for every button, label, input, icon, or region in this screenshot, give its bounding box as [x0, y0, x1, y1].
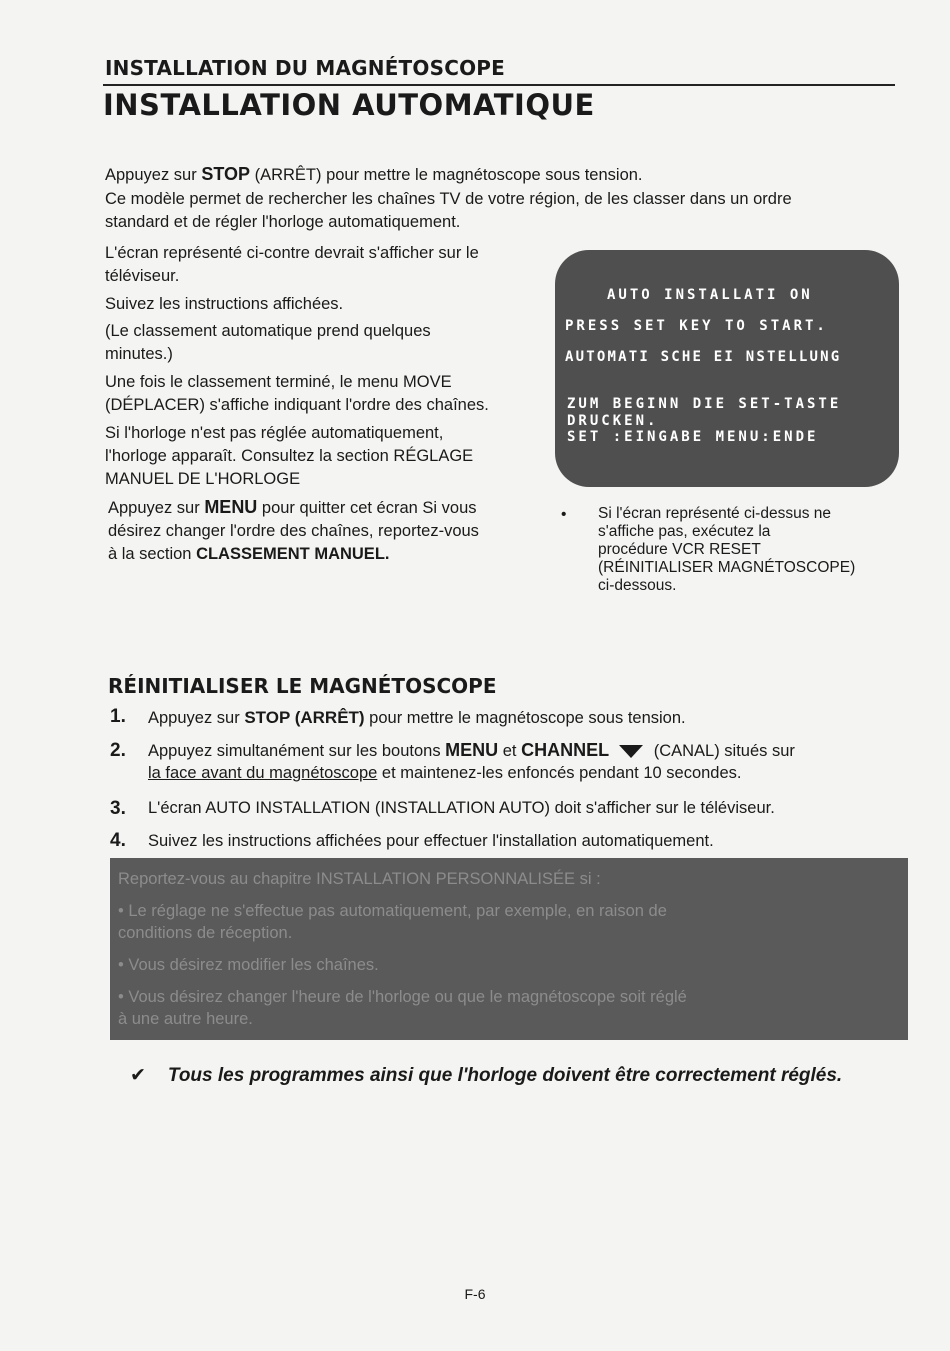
intro-paragraph-1 [105, 163, 643, 187]
intro-p8-line-3a: à la section [108, 545, 197, 563]
footer-note [130, 1064, 842, 1087]
intro-p5-line-2: minutes.) [105, 345, 173, 363]
intro-p2-line-1: Ce modèle permet de rechercher les chaînes TV de votre région, de les classer dans un ordre [105, 190, 792, 208]
step-1-stop: STOP (ARRÊT) [244, 708, 365, 727]
step-text: Suivez les instructions affichées pour effectuer l'installation automatiquement. [148, 832, 714, 850]
intro-paragraph-8 [108, 496, 479, 566]
step-2-channel: CHANNEL [521, 740, 610, 760]
footer-text: Tous les programmes ainsi que l'horloge doivent être correctement réglés. [167, 1065, 843, 1086]
intro-p1-text-c: (ARRÊT) pour mettre le magnétoscope sous tension. [250, 166, 643, 184]
step-number: 1. [110, 706, 126, 727]
intro-paragraph-5 [105, 320, 431, 366]
step-2-text-l2b: et maintenez-les enfoncés pendant 10 secondes. [377, 764, 742, 782]
step-2-text-a: Appuyez simultanément sur les boutons [148, 742, 446, 760]
dark-box-line-6: à une autre heure. [118, 1010, 253, 1028]
intro-p1-stop: STOP [201, 164, 250, 184]
dark-box-line-2: • Le réglage ne s'effectue pas automatiquement, par exemple, en raison de [118, 902, 667, 920]
step-text [148, 739, 908, 784]
note-bullet: • [561, 506, 567, 523]
header-rule [103, 84, 895, 86]
note-line-1: Si l'écran représenté ci-dessus ne [598, 505, 831, 522]
intro-p5-line-1: (Le classement automatique prend quelques [105, 322, 431, 340]
intro-p3-line-1: L'écran représenté ci-contre devrait s'afficher sur le [105, 244, 479, 262]
step-text [148, 707, 686, 729]
intro-p7-line-3: MANUEL DE L'HORLOGE [105, 470, 301, 488]
tv-line-3: AUTOMATI SCHE EI NSTELLUNG [565, 349, 842, 365]
intro-paragraph-6 [105, 371, 489, 417]
section-subtitle: INSTALLATION DU MAGNÉTOSCOPE [105, 56, 506, 80]
dark-box-line-1: Reportez-vous au chapitre INSTALLATION PERSONNALISÉE si : [118, 870, 601, 888]
step-1-text-c: pour mettre le magnétoscope sous tension. [364, 709, 686, 727]
tv-line-4: ZUM BEGINN DIE SET-TASTE [567, 396, 842, 412]
step-1-text-a: Appuyez sur [148, 709, 245, 727]
intro-paragraph-4: Suivez les instructions affichées. [105, 295, 344, 313]
step-number: 2. [110, 740, 126, 761]
intro-paragraph-3 [105, 242, 479, 288]
step-2-text-c: et [498, 742, 522, 760]
tv-line-2: PRESS SET KEY TO START. [565, 318, 828, 334]
note-line-3: procédure VCR RESET [598, 541, 761, 558]
intro-p7-line-1: Si l'horloge n'est pas réglée automatiquement, [105, 424, 444, 442]
page-title: INSTALLATION AUTOMATIQUE [103, 88, 595, 122]
intro-p3-line-2: téléviseur. [105, 267, 180, 285]
intro-p6-line-2: (DÉPLACER) s'affiche indiquant l'ordre des chaînes. [105, 396, 489, 414]
intro-p8-manual-sort: CLASSEMENT MANUEL. [196, 545, 390, 563]
reset-section-title: RÉINITIALISER LE MAGNÉTOSCOPE [108, 674, 497, 698]
intro-p8-text-a: Appuyez sur [108, 499, 205, 517]
tv-line-5: DRUCKEN. [567, 413, 659, 429]
triangle-down-icon [619, 745, 643, 758]
dark-box-line-4: • Vous désirez modifier les chaînes. [118, 956, 379, 974]
tv-line-1: AUTO INSTALLATI ON [607, 287, 813, 303]
dark-box-line-5: • Vous désirez changer l'heure de l'horloge ou que le magnétoscope soit réglé [118, 988, 687, 1006]
custom-install-note-box [110, 858, 908, 1040]
note-line-2: s'affiche pas, exécutez la [598, 523, 771, 540]
intro-p8-menu: MENU [204, 497, 258, 517]
note-line-4: (RÉINITIALISER MAGNÉTOSCOPE) [598, 559, 856, 576]
dark-box-line-3: conditions de réception. [118, 924, 293, 942]
tv-screen-illustration [555, 250, 899, 487]
note-line-5: ci-dessous. [598, 577, 677, 594]
page-number: F-6 [464, 1286, 486, 1302]
intro-p8-line-2: désirez changer l'ordre des chaînes, reportez-vous [108, 522, 479, 540]
intro-paragraph-2 [105, 188, 905, 234]
step-2-front-panel: la face avant du magnétoscope [148, 764, 378, 782]
reset-note [598, 505, 855, 595]
checkmark-icon: ✔ [130, 1065, 146, 1086]
intro-p1-text-a: Appuyez sur [105, 166, 202, 184]
step-2-text-e: (CANAL) situés sur [649, 742, 795, 760]
step-2-menu: MENU [445, 740, 499, 760]
intro-p8-text-c: pour quitter cet écran Si vous [257, 499, 477, 517]
intro-p7-line-2: l'horloge apparaît. Consultez la section RÉGLAGE [105, 447, 474, 465]
tv-line-6: SET :EINGABE MENU:ENDE [567, 429, 819, 445]
step-number: 4. [110, 830, 126, 851]
step-number: 3. [110, 798, 126, 819]
step-text: L'écran AUTO INSTALLATION (INSTALLATION AUTO) doit s'afficher sur le téléviseur. [148, 799, 775, 817]
intro-paragraph-7 [105, 422, 473, 491]
intro-p2-line-2: standard et de régler l'horloge automatiquement. [105, 213, 461, 231]
intro-p6-line-1: Une fois le classement terminé, le menu MOVE [105, 373, 452, 391]
